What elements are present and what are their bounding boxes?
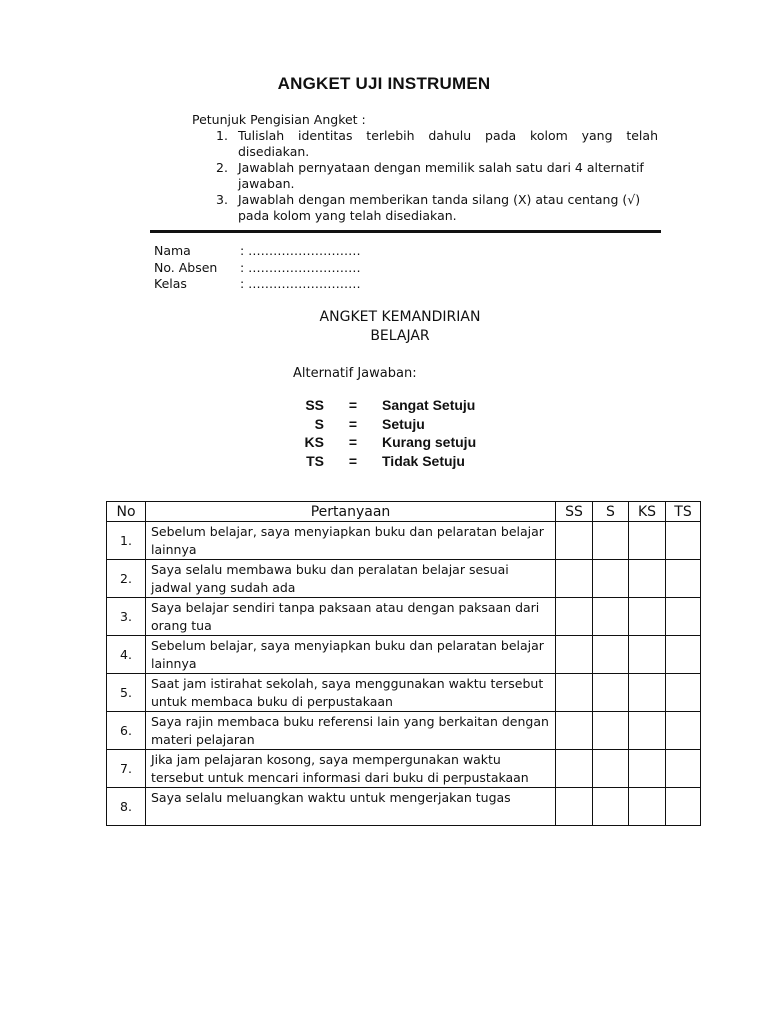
instruction-text-cont: jawaban.	[238, 176, 295, 191]
answer-cell-ts[interactable]	[666, 560, 701, 598]
row-statement: Saya belajar sendiri tanpa paksaan atau dengan paksaan dari orang tua	[146, 598, 556, 636]
identity-blank-field[interactable]: : ………………………	[240, 276, 361, 291]
legend-row	[290, 433, 476, 452]
divider-rule	[150, 230, 661, 233]
answer-cell-s[interactable]	[593, 712, 629, 750]
legend-code: S	[314, 415, 324, 432]
table-row	[107, 598, 701, 636]
identity-block	[154, 243, 361, 293]
instruction-text: Jawablah pernyataan dengan memilik salah satu dari 4 alternatif	[238, 160, 644, 175]
legend-row	[290, 452, 476, 471]
answer-cell-ts[interactable]	[666, 598, 701, 636]
answer-cell-ss[interactable]	[556, 750, 593, 788]
answer-cell-s[interactable]	[593, 598, 629, 636]
identity-row-kelas	[154, 276, 361, 293]
instruction-text-cont: disediakan.	[238, 144, 310, 159]
identity-label: No. Absen	[154, 259, 218, 275]
legend-description: Sangat Setuju	[382, 397, 476, 413]
legend-description: Tidak Setuju	[382, 452, 465, 469]
table-header-row	[107, 502, 701, 522]
instruction-item	[192, 160, 658, 192]
identity-blank-field[interactable]: : ………………………	[240, 243, 361, 258]
answer-cell-s[interactable]	[593, 522, 629, 560]
answer-cell-ss[interactable]	[556, 598, 593, 636]
answer-cell-ts[interactable]	[666, 712, 701, 750]
table-row	[107, 560, 701, 598]
instruction-item	[192, 192, 658, 224]
legend-row	[290, 396, 476, 415]
row-number: 7.	[107, 750, 146, 788]
section-title-line: BELAJAR	[370, 328, 430, 344]
table-row	[107, 636, 701, 674]
answer-cell-ts[interactable]	[666, 750, 701, 788]
instruction-number: 1.	[216, 128, 228, 143]
answer-cell-ks[interactable]	[629, 560, 666, 598]
answer-cell-ss[interactable]	[556, 636, 593, 674]
identity-label: Nama	[154, 243, 191, 258]
row-number: 1.	[107, 522, 146, 560]
instruction-text: Jawablah dengan memberikan tanda silang (X) atau centang (√)	[238, 192, 641, 207]
instruction-text: Tulislah identitas terlebih dahulu pada kolom yang telah	[238, 128, 658, 143]
answer-cell-ts[interactable]	[666, 788, 701, 826]
header-question: Pertanyaan	[146, 502, 556, 522]
identity-row-nama	[154, 243, 361, 260]
identity-label: Kelas	[154, 276, 187, 291]
answer-cell-ss[interactable]	[556, 712, 593, 750]
instruction-number: 3.	[216, 192, 228, 207]
section-title	[0, 308, 768, 346]
answer-cell-ts[interactable]	[666, 522, 701, 560]
answer-cell-ks[interactable]	[629, 674, 666, 712]
row-statement: Saat jam istirahat sekolah, saya menggunakan waktu tersebut untuk membaca buku di perpustakaan	[146, 674, 556, 712]
questionnaire-table	[106, 501, 701, 826]
row-number: 3.	[107, 598, 146, 636]
row-statement: Saya rajin membaca buku referensi lain yang berkaitan dengan materi pelajaran	[146, 712, 556, 750]
answer-cell-ss[interactable]	[556, 674, 593, 712]
answer-cell-ss[interactable]	[556, 788, 593, 826]
legend-code: TS	[306, 452, 324, 469]
answer-cell-ks[interactable]	[629, 598, 666, 636]
legend-code: KS	[304, 434, 324, 450]
row-statement: Sebelum belajar, saya menyiapkan buku dan pelaratan belajar lainnya	[146, 522, 556, 560]
answer-cell-s[interactable]	[593, 788, 629, 826]
row-statement: Sebelum belajar, saya menyiapkan buku dan pelaratan belajar lainnya	[146, 636, 556, 674]
legend-equals: =	[348, 434, 358, 450]
row-number: 6.	[107, 712, 146, 750]
answer-cell-ks[interactable]	[629, 522, 666, 560]
answer-cell-ts[interactable]	[666, 674, 701, 712]
legend-equals: =	[348, 415, 358, 432]
table-row	[107, 712, 701, 750]
legend-description: Kurang setuju	[382, 434, 477, 450]
table-row	[107, 674, 701, 712]
row-number: 5.	[107, 674, 146, 712]
identity-row-no-absen	[154, 260, 361, 277]
instruction-number: 2.	[216, 160, 228, 175]
answer-cell-ks[interactable]	[629, 636, 666, 674]
instructions	[192, 112, 658, 224]
table-body	[107, 522, 701, 826]
legend-row	[290, 415, 476, 434]
identity-blank-field[interactable]: : ………………………	[240, 259, 361, 275]
answer-cell-ts[interactable]	[666, 636, 701, 674]
row-statement: Saya selalu membawa buku dan peralatan belajar sesuai jadwal yang sudah ada	[146, 560, 556, 598]
instructions-heading: Petunjuk Pengisian Angket :	[192, 112, 366, 127]
row-number: 2.	[107, 560, 146, 598]
header-s: S	[593, 502, 629, 522]
answer-cell-ss[interactable]	[556, 560, 593, 598]
instructions-list	[192, 128, 658, 224]
instruction-item	[192, 128, 658, 160]
legend-equals: =	[348, 397, 358, 413]
page-title: ANGKET UJI INSTRUMEN	[277, 74, 491, 93]
answer-cell-ss[interactable]	[556, 522, 593, 560]
header-no: No	[107, 502, 146, 522]
answer-cell-s[interactable]	[593, 674, 629, 712]
answer-cell-s[interactable]	[593, 750, 629, 788]
table-row	[107, 750, 701, 788]
answer-cell-s[interactable]	[593, 560, 629, 598]
answer-cell-ks[interactable]	[629, 750, 666, 788]
section-title-line: ANGKET KEMANDIRIAN	[319, 309, 481, 325]
alternatives-heading: Alternatif Jawaban:	[293, 366, 417, 381]
header-ts: TS	[666, 502, 701, 522]
legend-description: Setuju	[382, 415, 425, 432]
legend-code: SS	[305, 397, 324, 413]
row-number: 4.	[107, 636, 146, 674]
row-statement: Saya selalu meluangkan waktu untuk mengerjakan tugas	[146, 788, 556, 826]
header-ks: KS	[629, 502, 666, 522]
instruction-text-cont: pada kolom yang telah disediakan.	[238, 208, 457, 223]
row-statement: Jika jam pelajaran kosong, saya mempergunakan waktu tersebut untuk mencari informasi dari buku di perpustakaan	[146, 750, 556, 788]
header-ss: SS	[556, 502, 593, 522]
answer-cell-s[interactable]	[593, 636, 629, 674]
table-row	[107, 522, 701, 560]
table-row	[107, 788, 701, 826]
answer-cell-ks[interactable]	[629, 712, 666, 750]
answer-cell-ks[interactable]	[629, 788, 666, 826]
answer-legend	[290, 396, 476, 470]
legend-equals: =	[348, 452, 358, 469]
row-number: 8.	[107, 788, 146, 826]
